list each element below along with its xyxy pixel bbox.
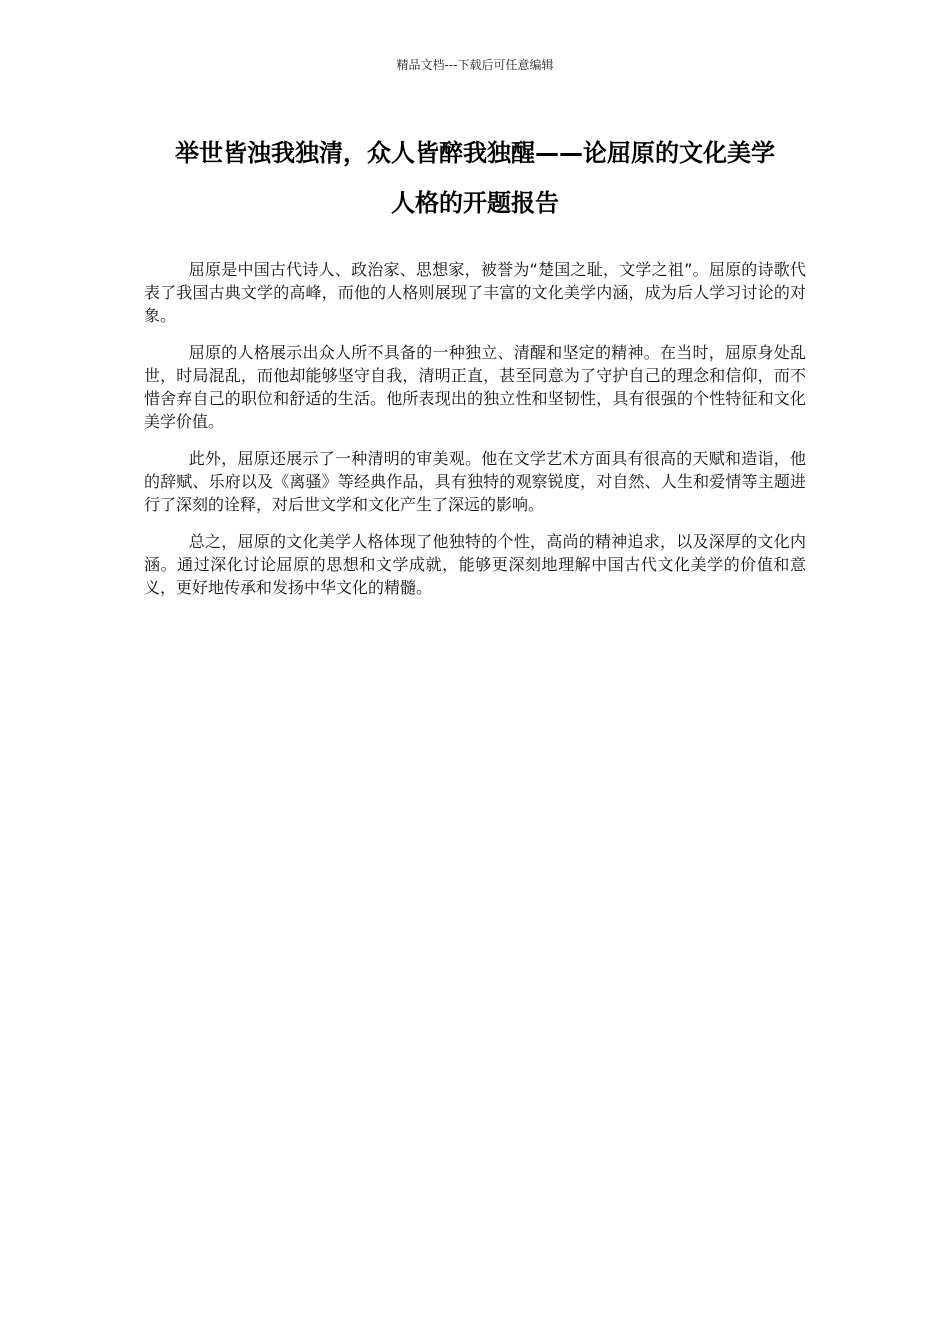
document-title-line-2: 人格的开题报告 bbox=[391, 189, 559, 217]
document-title bbox=[140, 128, 810, 228]
body-paragraph: 屈原的人格展示出众人所不具备的一种独立、清醒和坚定的精神。在当时，屈原身处乱世，时局混乱，而他却能够坚守自我，清明正直，甚至同意为了守护自己的理念和信仰，而不惜舍弃自己的职位和舒适的生活。他所表现出的独立性和坚韧性，具有很强的个性特征和文化美学价值。 bbox=[144, 343, 806, 431]
body-paragraph: 此外，屈原还展示了一种清明的审美观。他在文学艺术方面具有很高的天赋和造诣，他的辞赋、乐府以及《离骚》等经典作品，具有独特的观察锐度，对自然、人生和爱情等主题进行了深刻的诠释，对后世文学和文化产生了深远的影响。 bbox=[144, 449, 806, 514]
page-header: 精品文档---下载后可任意编辑 bbox=[396, 58, 554, 72]
document-body bbox=[144, 258, 806, 613]
document-title-line-1: 举世皆浊我独清，众人皆醉我独醒——论屈原的文化美学 bbox=[175, 139, 775, 167]
body-paragraph: 总之，屈原的文化美学人格体现了他独特的个性，高尚的精神追求，以及深厚的文化内涵。通过深化讨论屈原的思想和文学成就，能够更深刻地理解中国古代文化美学的价值和意义，更好地传承和发扬中华文化的精髓。 bbox=[144, 532, 806, 597]
body-paragraph: 屈原是中国古代诗人、政治家、思想家，被誉为“楚国之耻，文学之祖”。屈原的诗歌代表了我国古典文学的高峰，而他的人格则展现了丰富的文化美学内涵，成为后人学习讨论的对象。 bbox=[144, 260, 806, 325]
